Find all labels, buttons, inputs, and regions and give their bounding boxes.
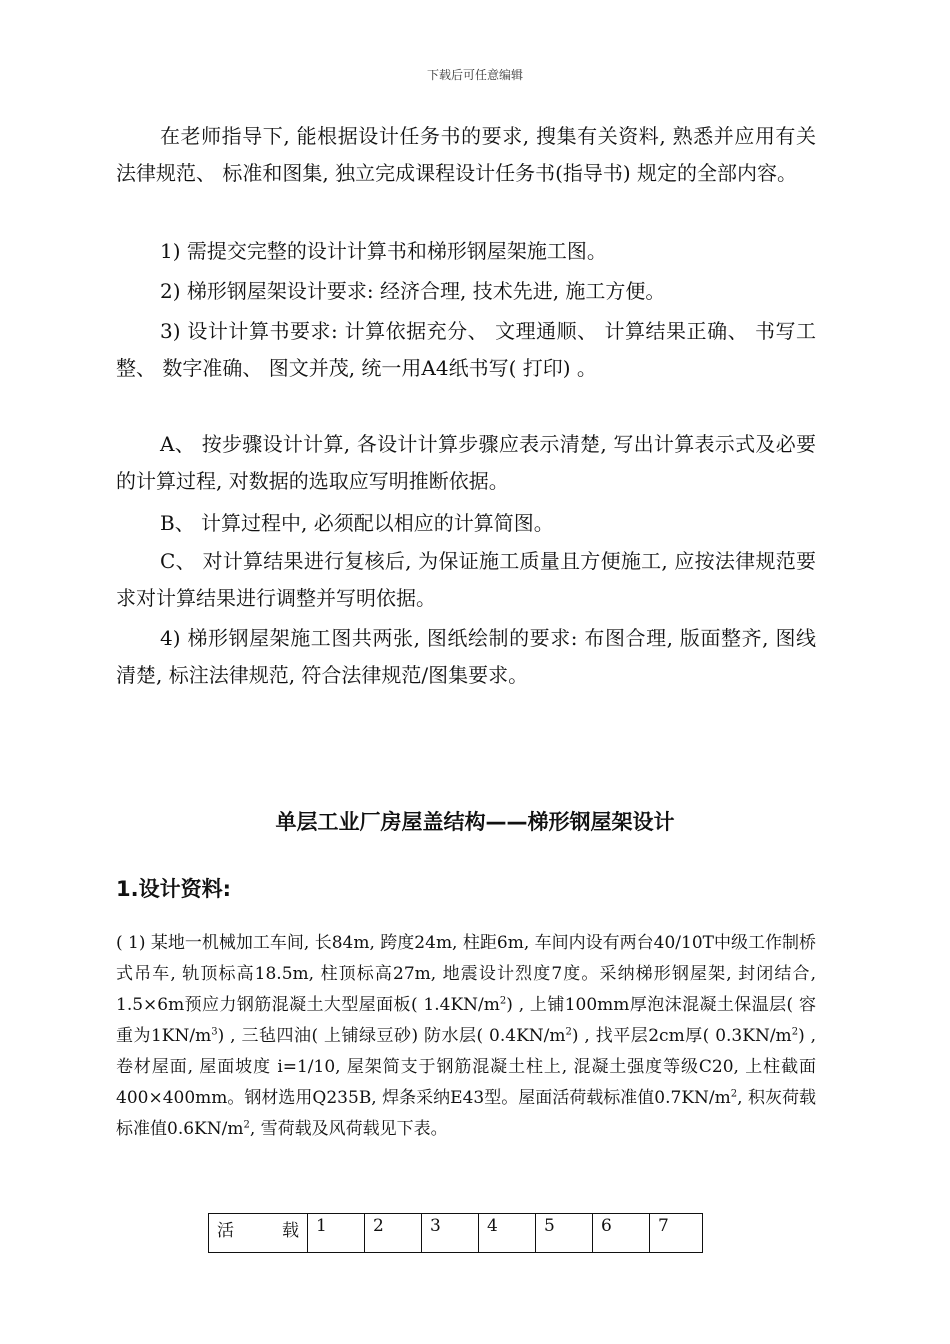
design-data-text: ( 1) 某地一机械加工车间, 长84m, 跨度24m, 柱距6m, 车间内设有两台40/10T中级工作制桥式吊车, 轨顶标高18.5m, 柱顶标高27m, 地震设计烈度7度。采纳梯形钢屋架, 封闭结合, 1.5×6m预应力钢筋混凝土大型屋面板( 1.4KN/m [116, 933, 816, 1015]
table-cell: 6 [593, 1214, 650, 1253]
table-cell: 1 [308, 1214, 365, 1253]
design-data-text: ) , 三毡四油( 上铺绿豆砂) 防水层( 0.4KN/m [217, 1026, 566, 1046]
table-label-cell [209, 1214, 308, 1253]
table-cell: 2 [365, 1214, 422, 1253]
requirement-item-c: C、 对计算结果进行复核后, 为保证施工质量且方便施工, 应按法律规范要求对计算结果进行调整并写明依据。 [116, 549, 816, 610]
superscript: 2 [791, 1026, 799, 1038]
table-cell: 5 [536, 1214, 593, 1253]
requirement-item-2: 2) 梯形钢屋架设计要求: 经济合理, 技术先进, 施工方便。 [160, 279, 666, 303]
table-cell: 7 [650, 1214, 703, 1253]
requirement-item-b: B、 计算过程中, 必须配以相应的计算简图。 [160, 511, 554, 535]
requirement-item-1: 1) 需提交完整的设计计算书和梯形钢屋架施工图。 [160, 239, 607, 263]
superscript: 2 [730, 1088, 738, 1100]
document-title: 单层工业厂房屋盖结构——梯形钢屋架设计 [275, 810, 675, 834]
section-heading-design-data: 1.设计资料: [116, 877, 231, 901]
table-cell: 4 [479, 1214, 536, 1253]
requirement-item-4: 4) 梯形钢屋架施工图共两张, 图纸绘制的要求: 布图合理, 版面整齐, 图线清楚, 标注法律规范, 符合法律规范/图集要求。 [116, 626, 816, 687]
table-label-right: 载 [282, 1221, 299, 1241]
intro-paragraph: 在老师指导下, 能根据设计任务书的要求, 搜集有关资料, 熟悉并应用有关法律规范、 标准和图集, 独立完成课程设计任务书(指导书) 规定的全部内容。 [116, 124, 816, 185]
superscript: 2 [565, 1026, 572, 1038]
table-cell: 3 [422, 1214, 479, 1253]
design-data-text: , 积灰荷载标准值0.6KN/m [116, 1088, 816, 1139]
design-data-text: , 雪荷载及风荷载见下表。 [249, 1119, 448, 1139]
design-data-text: ) , 找平层2cm厚( 0.3KN/m [571, 1026, 792, 1046]
page-header-note: 下载后可任意编辑 [426, 68, 523, 82]
design-data-text: ) , 卷材屋面, 屋面坡度 i=1/10, 屋架简支于钢筋混凝土柱上, 混凝土强度等级C20, 上柱截面400×400mm。钢材选用Q235B, 焊条采纳E43型。屋面活荷载标准值0.7KN/m [116, 1026, 817, 1108]
superscript: 3 [211, 1026, 218, 1038]
requirement-item-3: 3) 设计计算书要求: 计算依据充分、 文理通顺、 计算结果正确、 书写工整、 数字准确、 图文并茂, 统一用A4纸书写( 打印) 。 [116, 319, 816, 380]
table-row [209, 1214, 703, 1253]
load-table [208, 1213, 703, 1253]
superscript: 2 [499, 995, 507, 1007]
requirement-item-a: A、 按步骤设计计算, 各设计计算步骤应表示清楚, 写出计算表示式及必要的计算过程, 对数据的选取应写明推断依据。 [116, 432, 816, 493]
design-data-paragraph [116, 928, 816, 1145]
table-label-left: 活 [217, 1221, 234, 1241]
design-data-text: ) , 上铺100mm厚泡沫混凝土保温层( 容重为1KN/m [116, 995, 816, 1046]
superscript: 2 [243, 1119, 250, 1131]
